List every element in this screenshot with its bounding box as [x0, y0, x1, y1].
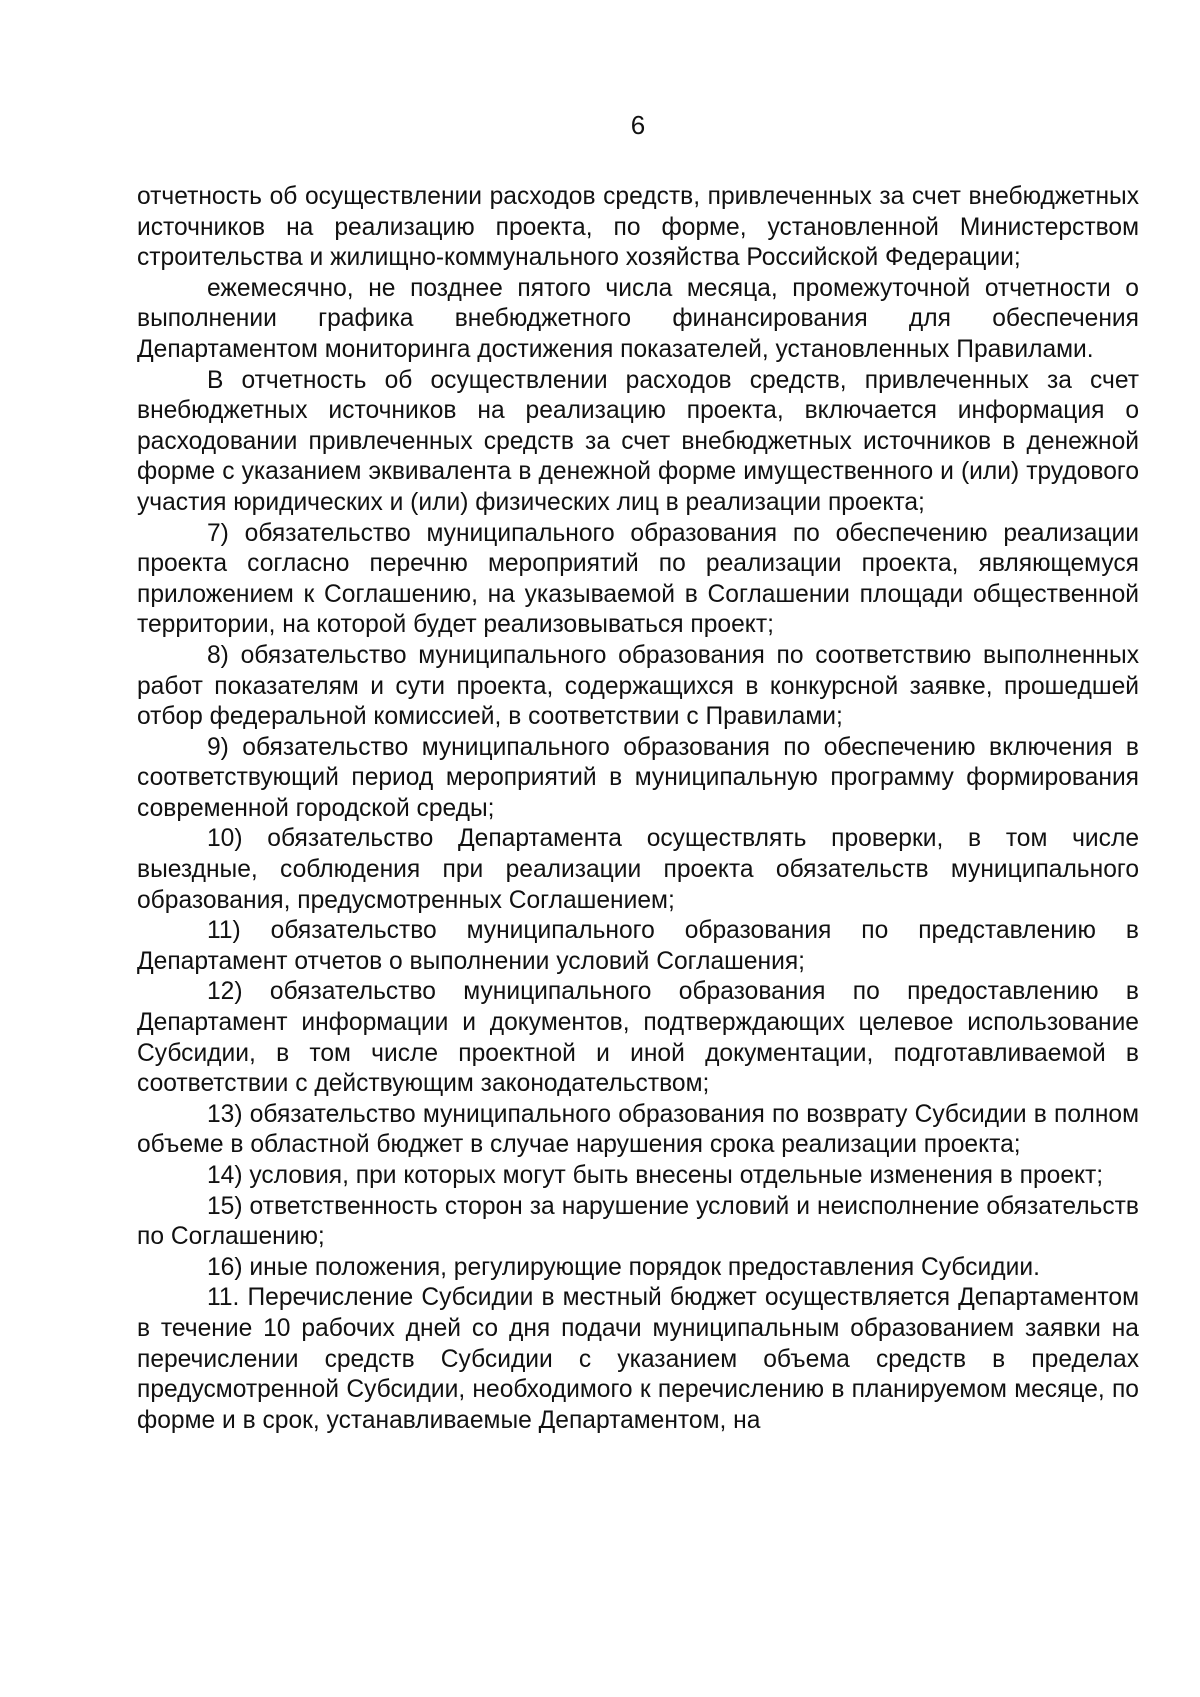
- paragraph-item-12: 12) обязательство муниципального образования по предоставлению в Департамент информации и документов, подтверждающих целевое использование Субсидии, в том числе проектной и иной документации, подготавливаемой в соответствии с действующим законодательством;: [137, 978, 1139, 1098]
- paragraph-item-11: 11) обязательство муниципального образования по представлению в Департамент отчетов о выполнении условий Соглашения;: [137, 917, 1139, 975]
- document-page: [137, 110, 1139, 1436]
- paragraph-item-16: 16) иные положения, регулирующие порядок предоставления Субсидии.: [207, 1253, 1040, 1281]
- paragraph-monthly-reporting: ежемесячно, не позднее пятого числа месяца, промежуточной отчетности о выполнении графика внебюджетного финансирования для обеспечения Департаментом мониторинга достижения показателей, установленных Правилами.: [137, 274, 1139, 363]
- paragraph-reporting-expenses: отчетность об осуществлении расходов средств, привлеченных за счет внебюджетных источников на реализацию проекта, по форме, установленной Министерством строительства и жилищно-коммунального хозяйства Российской Федерации;: [137, 183, 1139, 272]
- paragraph-item-9: 9) обязательство муниципального образования по обеспечению включения в соответствующий период мероприятий в муниципальную программу формирования современной городской среды;: [137, 733, 1139, 822]
- paragraph-item-8: 8) обязательство муниципального образования по соответствию выполненных работ показателям и сути проекта, содержащихся в конкурсной заявке, прошедшей отбор федеральной комиссией, в соответствии с Правилами;: [137, 641, 1139, 731]
- paragraph-item-15: 15) ответственность сторон за нарушение условий и неисполнение обязательств по Соглашению;: [137, 1192, 1139, 1251]
- paragraph-item-7: 7) обязательство муниципального образования по обеспечению реализации проекта согласно перечню мероприятий по реализации проекта, являющемуся приложением к Соглашению, на указываемой в Соглашении площади общественной территории, на которой будет реализовываться проект;: [137, 519, 1139, 639]
- paragraph-item-13: 13) обязательство муниципального образования по возврату Субсидии в полном объеме в областной бюджет в случае нарушения срока реализации проекта;: [137, 1100, 1139, 1159]
- paragraph-section-11: 11. Перечисление Субсидии в местный бюджет осуществляется Департаментом в течение 10 рабочих дней со дня подачи муниципальным образованием заявки на перечислении средств Субсидии с указанием объема средств в пределах предусмотренной Субсидии, необходимого к перечислению в планируемом месяце, по форме и в срок, устанавливаемые Департаментом, на: [137, 1284, 1139, 1434]
- paragraph-item-14: 14) условия, при которых могут быть внесены отдельные изменения в проект;: [207, 1162, 1104, 1189]
- page-number: 6: [630, 110, 646, 140]
- paragraph-item-10: 10) обязательство Департамента осуществлять проверки, в том числе выездные, соблюдения при реализации проекта обязательств муниципального образования, предусмотренных Соглашением;: [137, 825, 1139, 914]
- paragraph-reporting-content: В отчетность об осуществлении расходов средств, привлеченных за счет внебюджетных источников на реализацию проекта, включается информация о расходовании привлеченных средств за счет внебюджетных источников в денежной форме с указанием эквивалента в денежной форме имущественного и (или) трудового участия юридических и (или) физических лиц в реализации проекта;: [137, 366, 1139, 516]
